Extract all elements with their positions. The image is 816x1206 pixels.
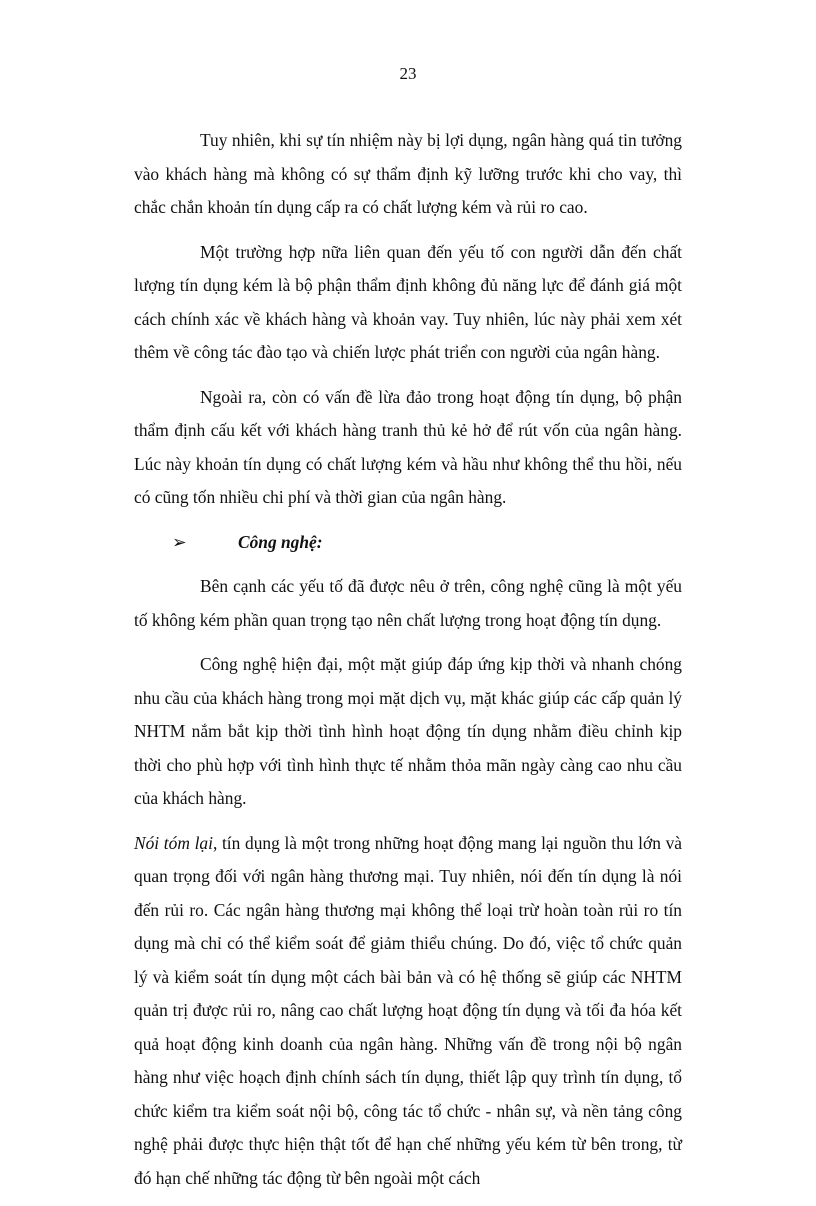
paragraph-fraud: Ngoài ra, còn có vấn đề lừa đảo trong hoạt động tín dụng, bộ phận thẩm định cấu kết với khách hàng tranh thủ kẻ hở để rút vốn của ngân hàng. Lúc này khoản tín dụng có chất lượng kém và hầu như không thể thu hồi, nếu có cũng tốn nhiều chi phí và thời gian của ngân hàng.: [134, 386, 682, 507]
arrow-bullet-icon: ➢: [172, 531, 187, 552]
page-number: 23: [399, 64, 417, 83]
summary-lead-text: Nói tóm lại: [134, 832, 213, 853]
paragraph-technology-intro: Bên cạnh các yếu tố đã được nêu ở trên, công nghệ cũng là một yếu tố không kém phần quan trọng tạo nên chất lượng trong hoạt động tín dụng.: [134, 576, 682, 630]
summary-body-text: , tín dụng là một trong những hoạt động mang lại nguồn thu lớn và quan trọng đối với ngân hàng thương mại. Tuy nhiên, nói đến tín dụng là nói đến rủi ro. Các ngân hàng thương mại không thể loại trừ hoàn toàn rủi ro tín dụng mà chỉ có thể kiểm soát để giảm thiểu chúng. Do đó, việc tổ chức quản lý và kiểm soát tín dụng một cách bài bản và có hệ thống sẽ giúp các NHTM quản trị được rủi ro, nâng cao chất lượng hoạt động tín dụng và tối đa hóa kết quả hoạt động kinh doanh của ngân hàng. Những vấn đề trong nội bộ ngân hàng như việc hoạch định chính sách tín dụng, thiết lập quy trình tín dụng, tổ chức kiểm tra kiểm soát nội bộ, công tác tổ chức - nhân sự, và nền tảng công nghệ phải được thực hiện thật tốt để hạn chế những yếu kém từ bên trong, từ đó hạn chế những tác động từ bên ngoài một cách: [134, 832, 682, 1188]
section-heading-technology: [134, 526, 682, 560]
paragraph-appraisal-capacity: Một trường hợp nữa liên quan đến yếu tố con người dẫn đến chất lượng tín dụng kém là bộ phận thẩm định không đủ năng lực để đánh giá một cách chính xác về khách hàng và khoản vay. Tuy nhiên, lúc này phải xem xét thêm về công tác đào tạo và chiến lược phát triển con người của ngân hàng.: [134, 241, 682, 362]
paragraph-trust-abuse: Tuy nhiên, khi sự tín nhiệm này bị lợi dụng, ngân hàng quá tin tưởng vào khách hàng mà không có sự thẩm định kỹ lưỡng trước khi cho vay, thì chắc chắn khoản tín dụng cấp ra có chất lượng kém và rủi ro cao.: [134, 130, 682, 217]
document-body: [134, 124, 682, 1206]
paragraph-summary: [134, 827, 682, 1196]
section-heading-text: Công nghệ:: [238, 531, 323, 552]
paragraph-modern-technology: Công nghệ hiện đại, một mặt giúp đáp ứng kịp thời và nhanh chóng nhu cầu của khách hàng trong mọi mặt dịch vụ, mặt khác giúp các cấp quản lý NHTM nắm bắt kịp thời tình hình hoạt động tín dụng nhằm điều chỉnh kịp thời cho phù hợp với tình hình thực tế nhằm thỏa mãn ngày càng cao nhu cầu của khách hàng.: [134, 654, 682, 808]
